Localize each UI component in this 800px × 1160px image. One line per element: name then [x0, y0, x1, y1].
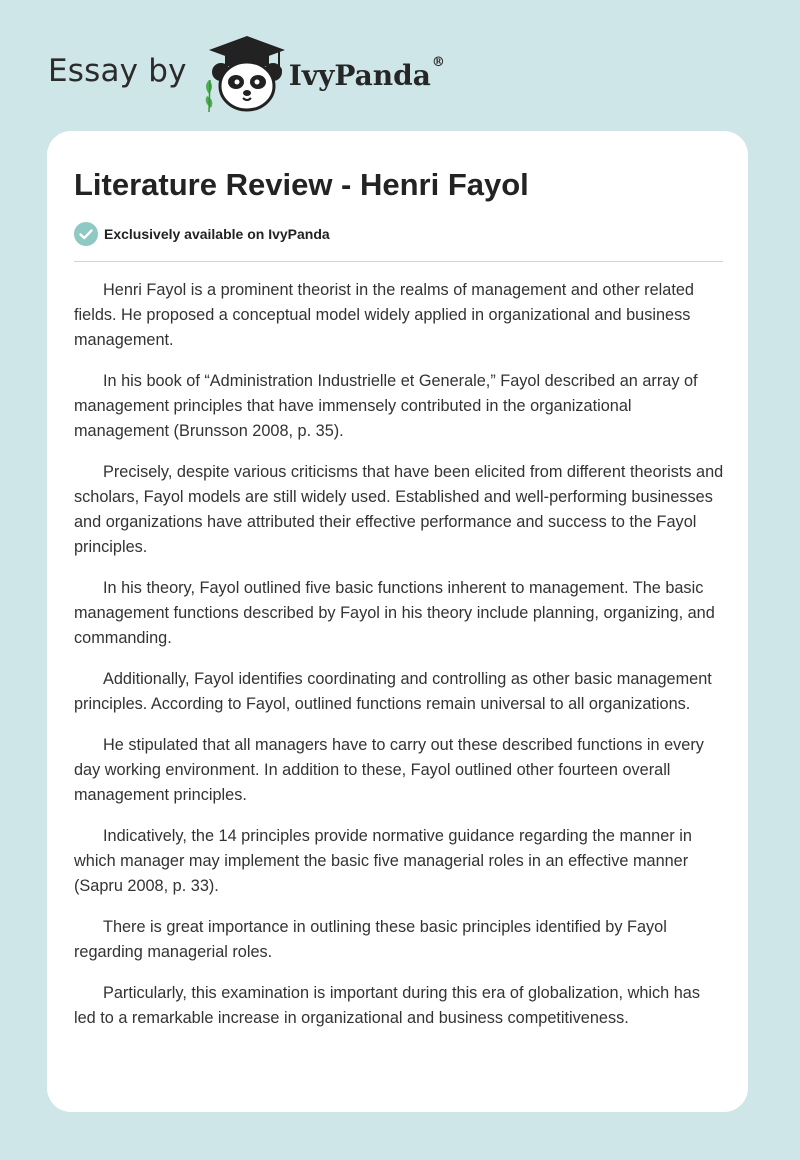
essay-body [74, 278, 726, 1047]
title-divider [74, 261, 723, 262]
paragraph: Particularly, this examination is important during this era of globalization, which has led to a remarkable increase in organizational and business competitiveness. [74, 984, 700, 1027]
essay-by-label: Essay by [48, 53, 187, 89]
paragraph: Additionally, Fayol identifies coordinating and controlling as other basic management principles. According to Fayol, outlined functions remain universal to all organizations. [74, 670, 712, 713]
check-circle-icon [74, 222, 98, 246]
paragraph: He stipulated that all managers have to carry out these described functions in every day working environment. In addition to these, Fayol outlined other fourteen overall management principles. [74, 736, 704, 804]
paragraph: Indicatively, the 14 principles provide normative guidance regarding the manner in which manager may implement the basic five managerial roles in an effective manner (Sapru 2008, p. 33). [74, 827, 692, 895]
paragraph: Precisely, despite various criticisms that have been elicited from different theorists and scholars, Fayol models are still widely used. Established and well-performing businesses and organizations have attributed their effective performance and success to the Fayol principles. [74, 463, 724, 556]
article-card [47, 131, 748, 1112]
brand-name[interactable] [288, 54, 445, 92]
panda-graduation-cap-icon[interactable] [199, 34, 295, 114]
exclusive-badge [74, 222, 330, 246]
paragraph: In his book of “Administration Industrielle et Generale,” Fayol described an array of management principles that have immensely contributed in the organizational management (Brunsson 2008, p. 35). [74, 372, 698, 440]
registered-mark: ® [431, 54, 445, 70]
site-header [48, 34, 445, 114]
badge-label: Exclusively available on IvyPanda [104, 226, 330, 242]
paragraph: In his theory, Fayol outlined five basic functions inherent to management. The basic management functions described by Fayol in his theory include planning, organizing, and commanding. [74, 579, 715, 647]
brand-text: IvyPanda [288, 58, 431, 92]
page-title: Literature Review - Henri Fayol [74, 167, 529, 202]
paragraph: There is great importance in outlining these basic principles identified by Fayol regarding managerial roles. [74, 918, 667, 961]
paragraph: Henri Fayol is a prominent theorist in the realms of management and other related fields. He proposed a conceptual model widely applied in organizational and business management. [74, 281, 694, 349]
